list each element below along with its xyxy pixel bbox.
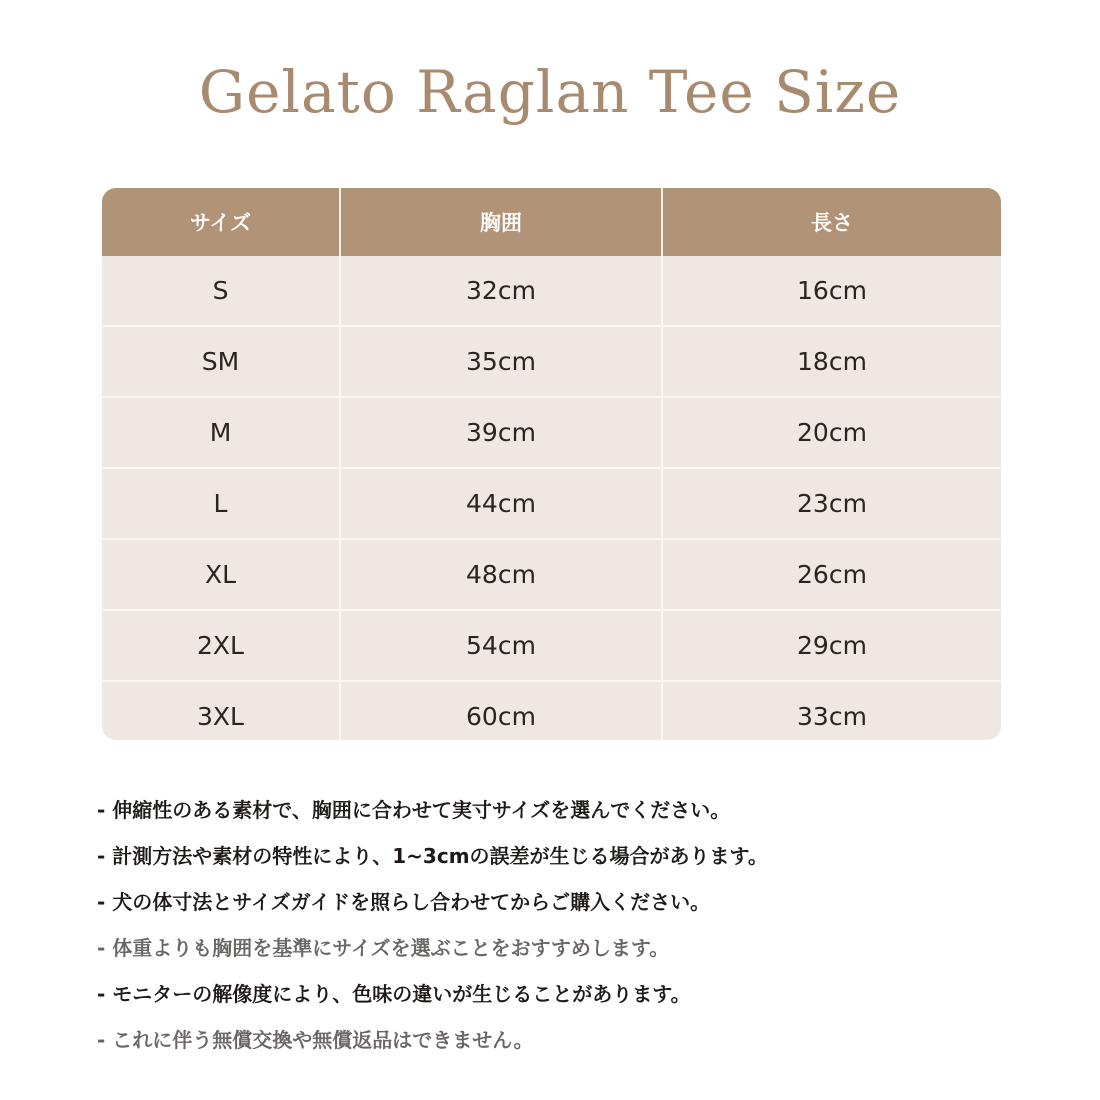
note-item: - 体重よりも胸囲を基準にサイズを選ぶことをおすすめします。 <box>97 936 670 960</box>
cell-size: XL <box>102 539 340 610</box>
note-item: - 犬の体寸法とサイズガイドを照らし合わせてからご購入ください。 <box>97 890 711 914</box>
note-item: - 伸縮性のある素材で、胸囲に合わせて実寸サイズを選んでください。 <box>97 798 731 822</box>
header-length: 長さ <box>662 188 1001 256</box>
cell-length: 20cm <box>662 397 1001 468</box>
cell-size: 3XL <box>102 681 340 740</box>
cell-chest: 60cm <box>340 681 662 740</box>
table-row <box>102 326 1001 397</box>
cell-chest: 54cm <box>340 610 662 681</box>
cell-size: L <box>102 468 340 539</box>
note-item: - モニターの解像度により、色味の違いが生じることがあります。 <box>97 982 691 1006</box>
header-chest: 胸囲 <box>340 188 662 256</box>
note-item: - これに伴う無償交換や無償返品はできません。 <box>97 1028 534 1052</box>
cell-length: 18cm <box>662 326 1001 397</box>
cell-chest: 35cm <box>340 326 662 397</box>
page-title: Gelato Raglan Tee Size <box>198 58 902 126</box>
cell-chest: 48cm <box>340 539 662 610</box>
cell-chest: 39cm <box>340 397 662 468</box>
size-notes <box>97 790 997 1066</box>
header-size: サイズ <box>102 188 340 256</box>
table-row <box>102 256 1001 326</box>
cell-chest: 32cm <box>340 256 662 326</box>
cell-length: 16cm <box>662 256 1001 326</box>
table-row <box>102 468 1001 539</box>
cell-length: 29cm <box>662 610 1001 681</box>
note-item: - 計測方法や素材の特性により、1~3cmの誤差が生じる場合があります。 <box>97 844 768 868</box>
cell-size: M <box>102 397 340 468</box>
cell-length: 26cm <box>662 539 1001 610</box>
cell-size: 2XL <box>102 610 340 681</box>
cell-length: 23cm <box>662 468 1001 539</box>
table-row <box>102 397 1001 468</box>
size-table <box>102 188 1001 740</box>
table-header-row <box>102 188 1001 256</box>
table-row <box>102 610 1001 681</box>
cell-size: SM <box>102 326 340 397</box>
cell-size: S <box>212 276 229 305</box>
cell-chest: 44cm <box>340 468 662 539</box>
table-row <box>102 539 1001 610</box>
cell-length: 33cm <box>662 681 1001 740</box>
table-row <box>102 681 1001 740</box>
